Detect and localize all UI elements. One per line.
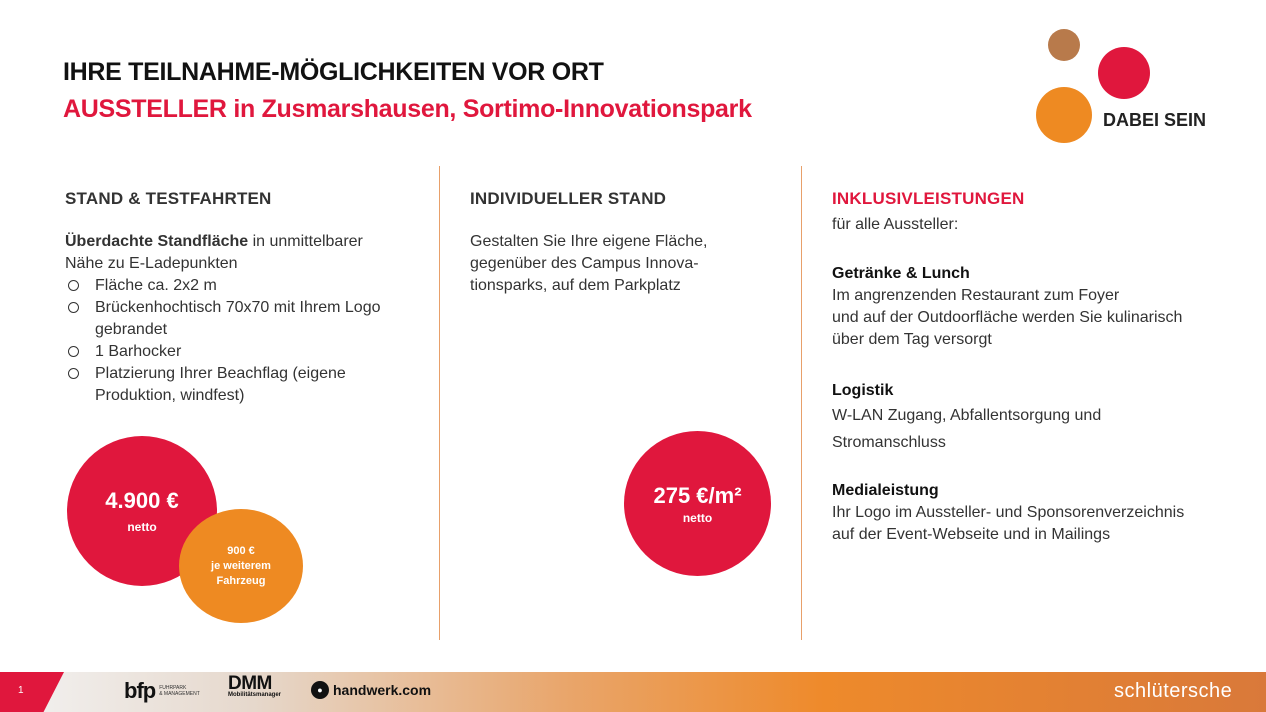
list-item: Fläche ca. 2x2 m	[65, 275, 425, 297]
section-title: Getränke & Lunch	[832, 265, 970, 282]
intro-bold: Überdachte Standfläche	[65, 233, 249, 250]
column-heading: INDIVIDUELLER STAND	[470, 189, 667, 208]
feature-list	[65, 275, 425, 407]
section-line: W-LAN Zugang, Abfallentsorgung und	[832, 407, 1102, 424]
handwerk-logo	[311, 681, 431, 699]
footer-bar	[0, 672, 1266, 712]
price-note: netto	[682, 510, 713, 525]
section-line: Ihr Logo im Aussteller- und Sponsorenverzeichnis	[832, 504, 1185, 521]
list-item: Platzierung Ihrer Beachflag (eigene Produktion, windfest)	[65, 363, 425, 407]
section-line: Im angrenzenden Restaurant zum Foyer	[832, 287, 1120, 304]
page-title: IHRE TEILNAHME-MÖGLICHKEITEN VOR ORT	[63, 58, 604, 86]
column-intro: für alle Aussteller:	[832, 216, 959, 233]
column-inklusivleistungen	[832, 188, 1252, 546]
extra-price-value: 900 €	[227, 544, 255, 557]
price-circle-extra	[179, 509, 303, 623]
price-value: 275 €/m²	[653, 482, 742, 508]
intro-line2: Nähe zu E-Ladepunkten	[65, 255, 238, 272]
schluetersche-logo: schlütersche	[1114, 680, 1233, 702]
column-heading: INKLUSIVLEISTUNGEN	[832, 189, 1025, 208]
column-divider	[439, 166, 440, 640]
intro-rest: in unmittelbarer	[248, 233, 363, 250]
extra-price-note: Fahrzeug	[216, 574, 266, 587]
dmm-logo-mark: DMM	[228, 673, 272, 694]
section-medialeistung	[832, 480, 1252, 546]
extra-price-note: je weiterem	[211, 559, 271, 572]
dmm-logo-sub: Mobilitätsmanager	[228, 692, 282, 698]
column-stand-testfahrten	[65, 188, 425, 407]
bfp-sub-line: & MANAGEMENT	[159, 691, 200, 697]
bfp-logo-sub	[159, 685, 200, 697]
bfp-logo-mark: bfp	[124, 678, 156, 703]
page-subtitle: AUSSTELLER in Zusmarshausen, Sortimo-Innovationspark	[63, 95, 752, 123]
section-title: Medialeistung	[832, 482, 939, 499]
section-line: auf der Event-Webseite und in Mailings	[832, 526, 1111, 543]
intro-text	[65, 231, 425, 275]
handwerk-logo-text: handwerk.com	[333, 682, 432, 698]
red-dot	[1098, 47, 1150, 99]
brown-dot	[1048, 29, 1080, 61]
section-line: über dem Tag versorgt	[832, 331, 992, 348]
column-individueller-stand	[470, 188, 790, 297]
footer-red-accent	[0, 672, 64, 712]
price-value: 4.900 €	[105, 488, 179, 513]
logo-label: DABEI SEIN	[1103, 110, 1207, 130]
speech-bubble-icon: ●	[311, 681, 329, 699]
text-line: Gestalten Sie Ihre eigene Fläche,	[470, 233, 708, 250]
bfp-sub-line: FUHRPARK	[159, 685, 187, 691]
price-note: netto	[127, 520, 157, 534]
section-title: Logistik	[832, 382, 894, 399]
section-line: Stromanschluss	[832, 434, 946, 451]
bfp-logo	[124, 678, 200, 704]
column-heading: STAND & TESTFAHRTEN	[65, 189, 272, 208]
list-item: Brückenhochtisch 70x70 mit Ihrem Logo gebrandet	[65, 297, 425, 341]
column-divider	[801, 166, 802, 640]
page-number: 1	[18, 685, 24, 696]
section-line: und auf der Outdoorfläche werden Sie kulinarisch	[832, 309, 1183, 326]
orange-dot	[1036, 87, 1092, 143]
section-logistik	[832, 380, 1252, 456]
section-getraenke	[832, 263, 1252, 351]
dmm-logo	[228, 673, 282, 699]
price-circle-sqm	[624, 431, 771, 576]
column-text	[470, 231, 790, 297]
list-item: 1 Barhocker	[65, 341, 425, 363]
text-line: gegenüber des Campus Innova-	[470, 255, 699, 272]
text-line: tionsparks, auf dem Parkplatz	[470, 277, 681, 294]
